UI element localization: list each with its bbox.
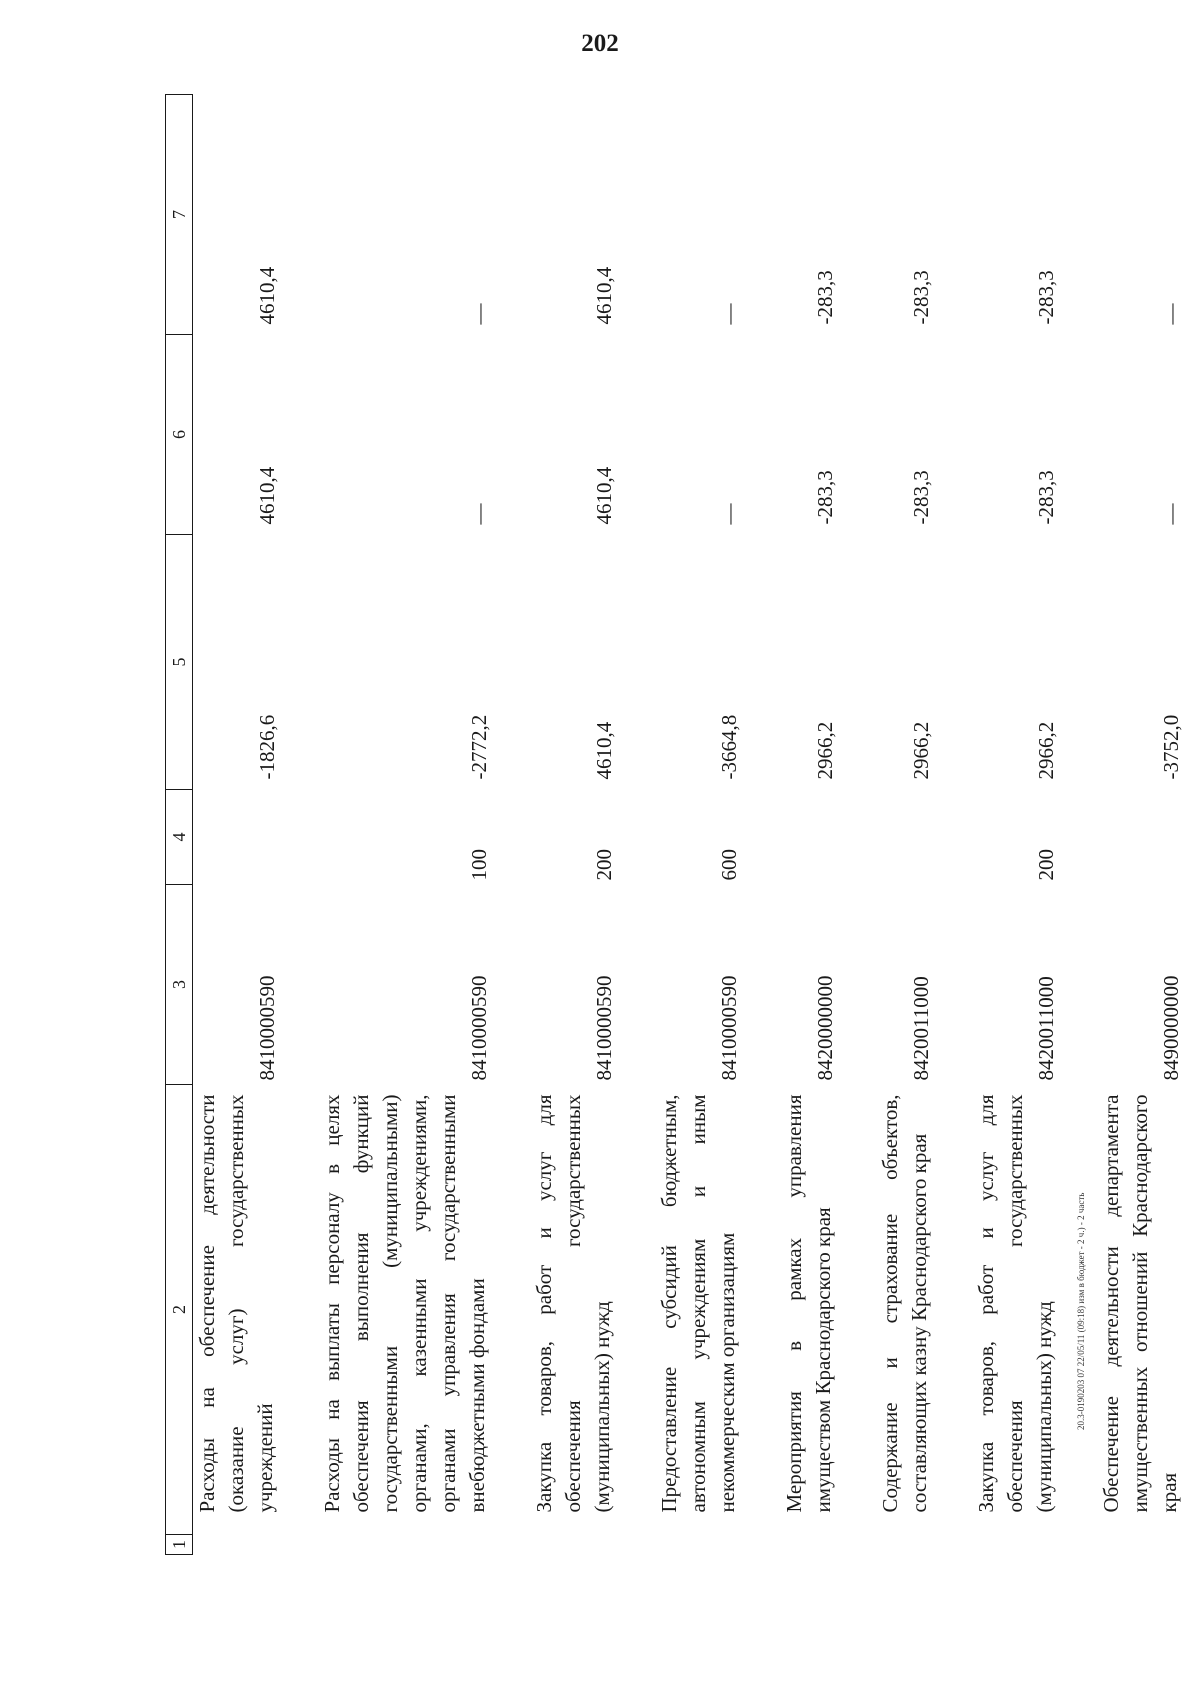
row-value-6: — [1159, 503, 1183, 525]
footer-document-code: 20.3-0190203 07 22/05/11 (09:18) изм в бюджет - 2 ч.) - 2 часть [1076, 1192, 1086, 1430]
row-value-7: -283,3 [909, 270, 933, 325]
row-value-5: 2966,2 [1034, 721, 1058, 780]
row-code: 8410000590 [467, 975, 491, 1081]
row-value-7: 4610,4 [592, 266, 616, 325]
row-value-6: -283,3 [909, 470, 933, 525]
column-header: 6 [166, 335, 193, 535]
row-value-5: -3664,8 [717, 714, 741, 780]
row-description: Закупка товаров, работ и услуг для обеспечения государственных (муниципальных) нужд [532, 1094, 614, 1513]
row-code: 8420011000 [1034, 976, 1058, 1081]
row-description: Содержание и страхование объектов, составляющих казну Краснодарского края [878, 1094, 931, 1513]
row-description: Мероприятия в рамках управления имуществом Краснодарского края [782, 1094, 835, 1513]
row-value-7: — [467, 303, 491, 325]
row-description: Закупка товаров, работ и услуг для обеспечения государственных (муниципальных) нужд [974, 1094, 1056, 1513]
column-header: 2 [166, 1085, 193, 1535]
row-type: 200 [592, 849, 616, 881]
column-header: 4 [166, 790, 193, 885]
row-value-7: — [717, 303, 741, 325]
row-code: 8410000590 [717, 975, 741, 1081]
column-number-row [166, 95, 193, 1555]
row-value-6: — [717, 503, 741, 525]
row-type: 600 [717, 849, 741, 881]
row-code: 8490000000 [1159, 975, 1183, 1081]
column-header: 5 [166, 535, 193, 790]
row-code: 8410000590 [255, 975, 279, 1081]
row-value-7: -283,3 [1034, 270, 1058, 325]
table-row [876, 95, 942, 1555]
row-description: Предоставление субсидий бюджетным, автономным учреждениям и иным некоммерческим организациям [657, 1094, 739, 1513]
row-value-5: -3752,0 [1159, 714, 1183, 780]
row-value-5: -2772,2 [467, 714, 491, 780]
row-value-5: 4610,4 [592, 721, 616, 780]
row-type [876, 790, 942, 885]
row-code: 8420000000 [813, 975, 837, 1081]
row-description: Расходы на обеспечение деятельности (оказание услуг) государственных учреждений [195, 1094, 277, 1513]
budget-table [165, 94, 1192, 1555]
row-description: Обеспечение деятельности департамента имущественных отношений Краснодарского края [1099, 1094, 1181, 1513]
row-value-5: 2966,2 [909, 721, 933, 780]
row-value-5: -1826,6 [255, 714, 279, 780]
table-row [780, 95, 846, 1555]
table-row [318, 95, 500, 1555]
table-row [1097, 95, 1192, 1555]
column-header: 1 [166, 1535, 193, 1555]
column-header: 7 [166, 95, 193, 335]
row-type [193, 790, 289, 885]
row-value-7: -283,3 [813, 270, 837, 325]
row-value-6: -283,3 [1034, 470, 1058, 525]
table-row [655, 95, 750, 1555]
table-row [530, 95, 625, 1555]
row-value-5: 2966,2 [813, 721, 837, 780]
page-number: 202 [581, 30, 619, 57]
column-header: 3 [166, 885, 193, 1085]
row-value-7: 4610,4 [255, 266, 279, 325]
row-value-6: 4610,4 [592, 466, 616, 525]
row-type: 200 [1034, 849, 1058, 881]
row-code: 8420011000 [909, 976, 933, 1081]
row-value-6: -283,3 [813, 470, 837, 525]
row-value-6: — [467, 503, 491, 525]
row-value-7: — [1159, 303, 1183, 325]
row-code: 8410000590 [592, 975, 616, 1081]
row-description: Расходы на выплаты персоналу в целях обеспечения выполнения функций государственными (муниципальными) органами, казенными учреждениями, органами управления государственными внебюджетными фондами [320, 1094, 489, 1513]
row-type: 100 [467, 849, 491, 881]
table-row [193, 95, 289, 1555]
row-type [780, 790, 846, 885]
row-type [1097, 790, 1192, 885]
row-value-6: 4610,4 [255, 466, 279, 525]
table-row [972, 95, 1067, 1555]
